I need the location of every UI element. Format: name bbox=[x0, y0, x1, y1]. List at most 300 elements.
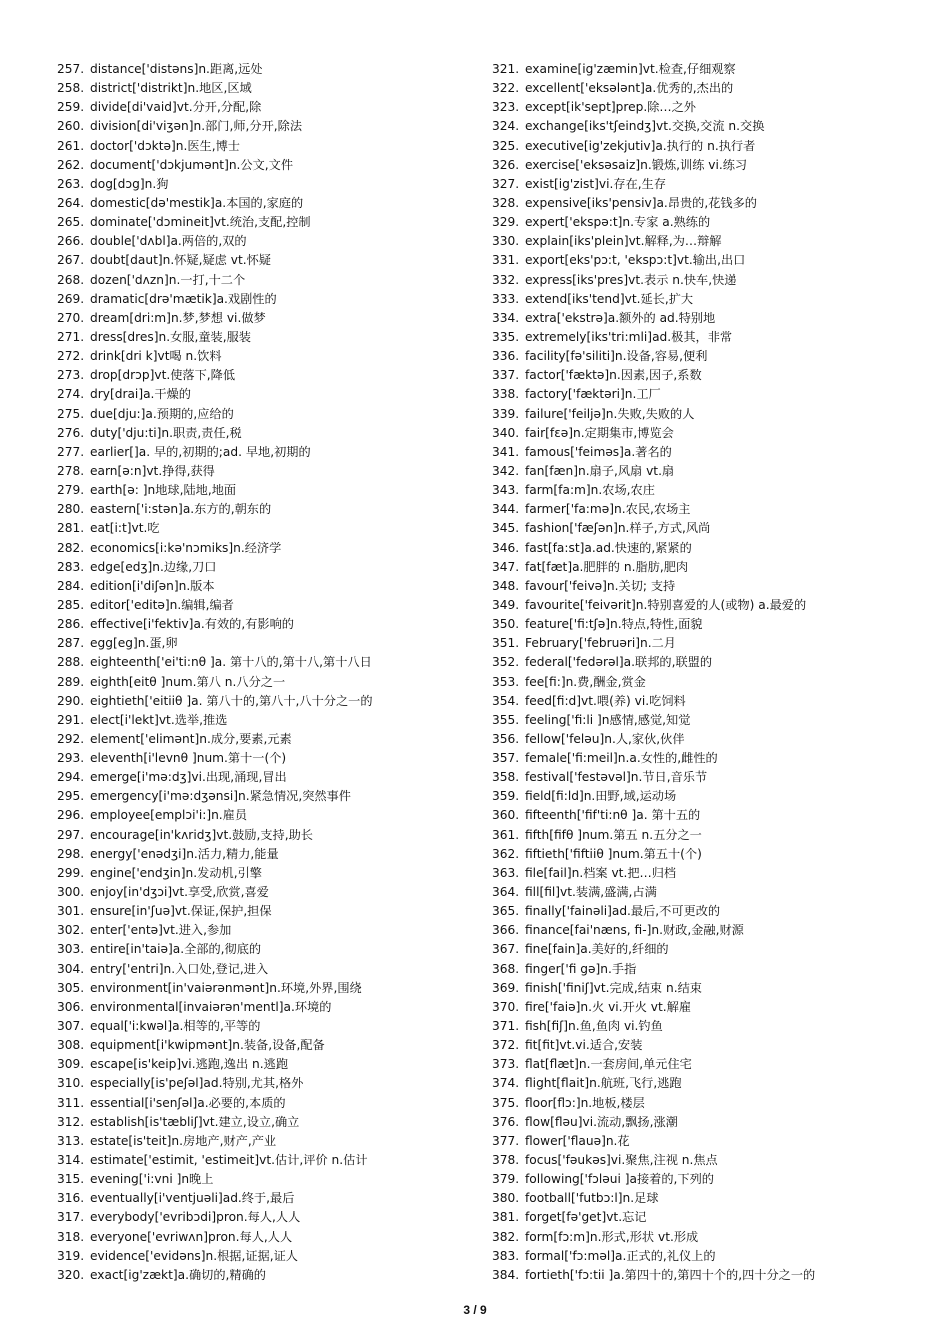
vocab-entry bbox=[57, 902, 477, 921]
entry-text: football['futbɔ:l]n.足球 bbox=[525, 1191, 659, 1206]
vocab-entry bbox=[57, 60, 477, 79]
entry-text: executive[ig'zekjutiv]a.执行的 n.执行者 bbox=[525, 138, 756, 153]
entry-text: eighteenth['ei'ti:nθ ]a. 第十八的,第十八,第十八日 bbox=[90, 655, 372, 670]
entry-number: 276. bbox=[57, 425, 85, 440]
vocab-entry bbox=[57, 596, 477, 615]
entry-text: double['dʌbl]a.两倍的,双的 bbox=[90, 234, 247, 249]
entry-text: equipment[i'kwipmənt]n.装备,设备,配备 bbox=[90, 1038, 325, 1053]
entry-text: following['fɔləui ]a接着的,下列的 bbox=[525, 1172, 714, 1187]
entry-text: failure['feiljə]n.失败,失败的人 bbox=[525, 406, 695, 421]
entry-text: doubt[daut]n.怀疑,疑虑 vt.怀疑 bbox=[90, 253, 271, 268]
vocab-entry bbox=[57, 98, 477, 117]
entry-number: 327. bbox=[492, 176, 520, 191]
entry-number: 354. bbox=[492, 693, 520, 708]
entry-text: employee[emplɔi'i:]n.雇员 bbox=[90, 808, 248, 823]
vocab-entry bbox=[492, 462, 932, 481]
entry-text: enter['entə]vt.进入,参加 bbox=[90, 923, 232, 938]
entry-text: farmer['fa:mə]n.农民,农场主 bbox=[525, 502, 691, 517]
entry-number: 372. bbox=[492, 1038, 520, 1053]
vocab-entry bbox=[492, 60, 932, 79]
entry-text: field[fi:ld]n.田野,域,运动场 bbox=[525, 789, 677, 804]
vocab-entry bbox=[492, 940, 932, 959]
entry-number: 280. bbox=[57, 502, 85, 517]
entry-number: 313. bbox=[57, 1133, 85, 1148]
entry-number: 345. bbox=[492, 521, 520, 536]
entry-text: famous['feiməs]a.著名的 bbox=[525, 444, 672, 459]
vocab-entry bbox=[492, 730, 932, 749]
entry-text: dominate['dɔmineit]vt.统治,支配,控制 bbox=[90, 215, 311, 230]
entry-text: division[di'viʒən]n.部门,师,分开,除法 bbox=[90, 119, 303, 134]
entry-number: 328. bbox=[492, 195, 520, 210]
vocab-entry bbox=[492, 883, 932, 902]
entry-text: eastern['i:stən]a.东方的,朝东的 bbox=[90, 502, 272, 517]
vocab-entry bbox=[492, 1170, 932, 1189]
entry-number: 267. bbox=[57, 253, 85, 268]
entry-number: 322. bbox=[492, 81, 520, 96]
entry-text: extend[iks'tend]vt.延长,扩大 bbox=[525, 291, 694, 306]
entry-number: 308. bbox=[57, 1038, 85, 1053]
entry-number: 311. bbox=[57, 1095, 85, 1110]
entry-number: 324. bbox=[492, 119, 520, 134]
right-column bbox=[492, 60, 932, 1285]
entry-text: feature['fi:tʃə]n.特点,特性,面貌 bbox=[525, 617, 703, 632]
entry-text: facility[fə'siliti]n.设备,容易,便利 bbox=[525, 349, 708, 364]
vocab-entry bbox=[57, 539, 477, 558]
entry-text: exchange[iks'tʃeindʒ]vt.交换,交流 n.交换 bbox=[525, 119, 765, 134]
entry-text: eightieth['eitiiθ ]a. 第八十的,第八十,八十分之一的 bbox=[90, 693, 373, 708]
vocab-entry bbox=[492, 137, 932, 156]
entry-number: 259. bbox=[57, 100, 85, 115]
vocab-entry bbox=[57, 1208, 477, 1227]
vocab-entry bbox=[57, 443, 477, 462]
entry-number: 351. bbox=[492, 636, 520, 651]
entry-text: economics[i:kə'nɔmiks]n.经济学 bbox=[90, 540, 282, 555]
entry-text: energy['enədʒi]n.活力,精力,能量 bbox=[90, 846, 279, 861]
entry-number: 342. bbox=[492, 463, 520, 478]
entry-text: especially[is'peʃəl]ad.特别,尤其,格外 bbox=[90, 1076, 304, 1091]
entry-text: formal['fɔ:məl]a.正式的,礼仪上的 bbox=[525, 1248, 716, 1263]
entry-text: feed[fi:d]vt.喂(养) vi.吃饲料 bbox=[525, 693, 686, 708]
entry-text: federal['fedərəl]a.联邦的,联盟的 bbox=[525, 655, 713, 670]
entry-number: 320. bbox=[57, 1267, 85, 1282]
vocab-entry bbox=[492, 960, 932, 979]
entry-text: finish['finiʃ]vt.完成,结束 n.结束 bbox=[525, 980, 702, 995]
entry-text: fan[fæn]n.扇子,风扇 vt.扇 bbox=[525, 463, 675, 478]
entry-text: evening['i:vni ]n晚上 bbox=[90, 1172, 214, 1187]
vocab-entry bbox=[57, 213, 477, 232]
vocab-entry bbox=[57, 79, 477, 98]
entry-number: 383. bbox=[492, 1248, 520, 1263]
entry-number: 268. bbox=[57, 272, 85, 287]
vocab-entry bbox=[57, 883, 477, 902]
entry-number: 271. bbox=[57, 329, 85, 344]
vocab-entry bbox=[492, 806, 932, 825]
entry-text: duty['dju:ti]n.职责,责任,税 bbox=[90, 425, 242, 440]
entry-text: fish[fiʃ]n.鱼,鱼肉 vi.钓鱼 bbox=[525, 1019, 663, 1034]
entry-text: dozen['dʌzn]n.一打,十二个 bbox=[90, 272, 246, 287]
vocab-entry bbox=[57, 577, 477, 596]
entry-number: 350. bbox=[492, 617, 520, 632]
entry-number: 306. bbox=[57, 999, 85, 1014]
entry-text: divide[di'vaid]vt.分开,分配,除 bbox=[90, 100, 262, 115]
vocab-entry bbox=[57, 1094, 477, 1113]
entry-number: 299. bbox=[57, 865, 85, 880]
entry-number: 340. bbox=[492, 425, 520, 440]
entry-text: extremely[iks'tri:mli]ad.极其，非常 bbox=[525, 329, 733, 344]
entry-text: eat[i:t]vt.吃 bbox=[90, 521, 160, 536]
entry-text: fast[fa:st]a.ad.快速的,紧紧的 bbox=[525, 540, 692, 555]
entry-number: 380. bbox=[492, 1191, 520, 1206]
entry-text: everyone['evriwʌn]pron.每人,人人 bbox=[90, 1229, 293, 1244]
entry-number: 348. bbox=[492, 578, 520, 593]
vocab-entry bbox=[492, 156, 932, 175]
vocab-entry bbox=[57, 845, 477, 864]
entry-text: emergency[i'mə:dʒənsi]n.紧急情况,突然事件 bbox=[90, 789, 351, 804]
entry-text: doctor['dɔktə]n.医生,博士 bbox=[90, 138, 240, 153]
vocab-entry bbox=[57, 424, 477, 443]
entry-text: entire[in'taiə]a.全部的,彻底的 bbox=[90, 942, 262, 957]
entry-text: explain[iks'plein]vt.解释,为…辩解 bbox=[525, 234, 722, 249]
vocab-entry bbox=[492, 117, 932, 136]
vocab-entry bbox=[492, 1094, 932, 1113]
vocab-entry bbox=[492, 596, 932, 615]
entry-number: 305. bbox=[57, 980, 85, 995]
vocab-entry bbox=[492, 1113, 932, 1132]
vocab-entry bbox=[57, 749, 477, 768]
entry-text: estimate['estimit, 'estimeit]vt.估计,评价 n.估计 bbox=[90, 1153, 368, 1168]
vocab-entry bbox=[492, 405, 932, 424]
vocab-entry bbox=[57, 1228, 477, 1247]
entry-text: favour['feivə]n.关切; 支持 bbox=[525, 578, 676, 593]
entry-text: distance['distəns]n.距离,远处 bbox=[90, 62, 263, 76]
vocab-entry bbox=[57, 711, 477, 730]
entry-number: 260. bbox=[57, 119, 85, 134]
vocab-entry bbox=[57, 960, 477, 979]
entry-text: environment[in'vaiərənmənt]n.环境,外界,围绕 bbox=[90, 980, 362, 995]
vocab-entry bbox=[57, 1266, 477, 1285]
entry-number: 309. bbox=[57, 1057, 85, 1072]
entry-text: February['februəri]n.二月 bbox=[525, 636, 676, 651]
entry-text: flight[flait]n.航班,飞行,逃跑 bbox=[525, 1076, 682, 1091]
entry-number: 335. bbox=[492, 329, 520, 344]
entry-text: fortieth['fɔ:tii ]a.第四十的,第四十个的,四十分之一的 bbox=[525, 1267, 816, 1282]
entry-number: 379. bbox=[492, 1172, 520, 1187]
entry-number: 295. bbox=[57, 789, 85, 804]
vocab-entry bbox=[57, 921, 477, 940]
vocab-entry bbox=[492, 1132, 932, 1151]
entry-number: 258. bbox=[57, 81, 85, 96]
entry-number: 336. bbox=[492, 349, 520, 364]
vocab-entry bbox=[492, 845, 932, 864]
vocab-entry bbox=[492, 328, 932, 347]
vocab-entry bbox=[57, 117, 477, 136]
entry-number: 370. bbox=[492, 999, 520, 1014]
vocab-entry bbox=[492, 519, 932, 538]
entry-text: essential[i'senʃəl]a.必要的,本质的 bbox=[90, 1095, 286, 1110]
vocab-entry bbox=[492, 271, 932, 290]
entry-number: 357. bbox=[492, 751, 520, 766]
entry-text: festival['festəvəl]n.节日,音乐节 bbox=[525, 770, 708, 785]
entry-text: entry['entri]n.入口处,登记,进入 bbox=[90, 961, 269, 976]
entry-number: 384. bbox=[492, 1267, 520, 1282]
entry-text: encourage[in'kʌridʒ]vt.鼓励,支持,助长 bbox=[90, 827, 313, 842]
entry-text: export[eks'pɔ:t, 'ekspɔ:t]vt.输出,出口 bbox=[525, 253, 746, 268]
entry-text: drop[drɔp]vt.使落下,降低 bbox=[90, 368, 236, 383]
vocab-entry bbox=[57, 194, 477, 213]
entry-number: 358. bbox=[492, 770, 520, 785]
entry-number: 382. bbox=[492, 1229, 520, 1244]
vocab-entry bbox=[57, 1189, 477, 1208]
entry-number: 300. bbox=[57, 885, 85, 900]
vocab-entry bbox=[57, 940, 477, 959]
entry-text: feeling['fi:li ]n感情,感觉,知觉 bbox=[525, 712, 691, 727]
entry-text: fair[fεə]n.定期集市,博览会 bbox=[525, 425, 674, 440]
entry-text: factor['fæktə]n.因素,因子,系数 bbox=[525, 368, 702, 383]
entry-text: equal['i:kwəl]a.相等的,平等的 bbox=[90, 1019, 261, 1034]
vocab-entry bbox=[492, 1074, 932, 1093]
vocab-entry bbox=[492, 979, 932, 998]
entry-number: 283. bbox=[57, 559, 85, 574]
entry-text: excellent['eksələnt]a.优秀的,杰出的 bbox=[525, 81, 734, 96]
vocab-entry bbox=[57, 405, 477, 424]
entry-number: 381. bbox=[492, 1210, 520, 1225]
entry-text: fashion['fæʃən]n.样子,方式,风尚 bbox=[525, 521, 711, 536]
vocab-entry bbox=[492, 577, 932, 596]
entry-number: 286. bbox=[57, 617, 85, 632]
entry-number: 292. bbox=[57, 731, 85, 746]
vocab-entry bbox=[57, 271, 477, 290]
entry-number: 317. bbox=[57, 1210, 85, 1225]
entry-number: 319. bbox=[57, 1248, 85, 1263]
vocab-entry bbox=[492, 1247, 932, 1266]
entry-number: 275. bbox=[57, 406, 85, 421]
entry-number: 257. bbox=[57, 62, 85, 76]
entry-text: express[iks'pres]vt.表示 n.快车,快递 bbox=[525, 272, 737, 287]
entry-text: floor[flɔ:]n.地板,楼层 bbox=[525, 1095, 645, 1110]
vocab-entry bbox=[57, 251, 477, 270]
vocab-entry bbox=[492, 826, 932, 845]
entry-text: eighth[eitθ ]num.第八 n.八分之一 bbox=[90, 674, 286, 689]
entry-number: 344. bbox=[492, 502, 520, 517]
entry-text: examine[ig'zæmin]vt.检查,仔细观察 bbox=[525, 62, 736, 76]
vocab-entry bbox=[492, 1228, 932, 1247]
entry-number: 353. bbox=[492, 674, 520, 689]
vocab-entry bbox=[492, 194, 932, 213]
entry-text: district['distrikt]n.地区,区域 bbox=[90, 81, 252, 96]
entry-number: 346. bbox=[492, 540, 520, 555]
vocab-entry bbox=[492, 692, 932, 711]
entry-text: form[fɔ:m]n.形式,形状 vt.形成 bbox=[525, 1229, 699, 1244]
entry-text: evidence['evidəns]n.根据,证据,证人 bbox=[90, 1248, 298, 1263]
entry-number: 347. bbox=[492, 559, 520, 574]
entry-number: 289. bbox=[57, 674, 85, 689]
entry-text: fill[fil]vt.装满,盛满,占满 bbox=[525, 885, 657, 900]
entry-number: 376. bbox=[492, 1114, 520, 1129]
entry-number: 285. bbox=[57, 597, 85, 612]
entry-number: 263. bbox=[57, 176, 85, 191]
entry-number: 261. bbox=[57, 138, 85, 153]
entry-text: dog[dɔg]n.狗 bbox=[90, 176, 169, 191]
vocab-entry bbox=[492, 1189, 932, 1208]
vocab-entry bbox=[57, 232, 477, 251]
entry-number: 331. bbox=[492, 253, 520, 268]
entry-text: edition[i'diʃən]n.版本 bbox=[90, 578, 215, 593]
entry-text: escape[is'keip]vi.逃跑,逸出 n.逃跑 bbox=[90, 1057, 289, 1072]
vocab-entry bbox=[492, 79, 932, 98]
vocab-entry bbox=[57, 634, 477, 653]
entry-text: expert['ekspə:t]n.专家 a.熟练的 bbox=[525, 215, 711, 230]
entry-number: 291. bbox=[57, 712, 85, 727]
entry-number: 363. bbox=[492, 865, 520, 880]
entry-text: fellow['feləu]n.人,家伙,伙伴 bbox=[525, 731, 685, 746]
vocab-entry bbox=[492, 232, 932, 251]
entry-text: document['dɔkjumənt]n.公文,文件 bbox=[90, 157, 294, 172]
vocab-entry bbox=[57, 1017, 477, 1036]
entry-number: 359. bbox=[492, 789, 520, 804]
entry-text: eleventh[i'levnθ ]num.第十一(个) bbox=[90, 751, 287, 766]
vocab-entry bbox=[57, 692, 477, 711]
entry-text: female['fi:meil]n.a.女性的,雌性的 bbox=[525, 751, 718, 766]
vocab-entry bbox=[492, 749, 932, 768]
vocab-entry bbox=[57, 290, 477, 309]
entry-number: 332. bbox=[492, 272, 520, 287]
vocab-entry bbox=[492, 1266, 932, 1285]
vocab-entry bbox=[57, 328, 477, 347]
entry-text: exist[ig'zist]vi.存在,生存 bbox=[525, 176, 667, 191]
entry-number: 265. bbox=[57, 215, 85, 230]
entry-number: 368. bbox=[492, 961, 520, 976]
entry-text: egg[eg]n.蛋,卵 bbox=[90, 636, 178, 651]
entry-number: 362. bbox=[492, 846, 520, 861]
entry-text: extra['ekstrə]a.额外的 ad.特别地 bbox=[525, 310, 716, 325]
entry-text: emerge[i'mə:dʒ]vi.出现,涌现,冒出 bbox=[90, 770, 287, 785]
vocab-entry bbox=[492, 385, 932, 404]
entry-text: fifteenth['fif'ti:nθ ]a. 第十五的 bbox=[525, 808, 701, 823]
entry-number: 270. bbox=[57, 310, 85, 325]
entry-number: 277. bbox=[57, 444, 85, 459]
entry-number: 329. bbox=[492, 215, 520, 230]
entry-number: 304. bbox=[57, 961, 85, 976]
entry-text: fire['faiə]n.火 vi.开火 vt.解雇 bbox=[525, 999, 692, 1014]
entry-text: establish[is'tæbliʃ]vt.建立,设立,确立 bbox=[90, 1114, 300, 1129]
entry-text: except[ik'sept]prep.除…之外 bbox=[525, 100, 696, 115]
entry-text: exact[ig'zækt]a.确切的,精确的 bbox=[90, 1267, 266, 1282]
entry-text: dream[dri:m]n.梦,梦想 vi.做梦 bbox=[90, 310, 266, 325]
vocab-entry bbox=[492, 251, 932, 270]
vocab-entry bbox=[492, 1151, 932, 1170]
entry-number: 375. bbox=[492, 1095, 520, 1110]
entry-text: editor['editə]n.编辑,编者 bbox=[90, 597, 234, 612]
entry-number: 325. bbox=[492, 138, 520, 153]
vocab-entry bbox=[57, 979, 477, 998]
vocab-entry bbox=[57, 787, 477, 806]
vocab-entry bbox=[57, 156, 477, 175]
entry-number: 266. bbox=[57, 234, 85, 249]
entry-text: finger['fi gə]n.手指 bbox=[525, 961, 637, 976]
entry-number: 333. bbox=[492, 291, 520, 306]
vocab-entry bbox=[57, 481, 477, 500]
entry-number: 323. bbox=[492, 100, 520, 115]
vocab-entry bbox=[492, 443, 932, 462]
entry-text: environmental[invaiərən'mentl]a.环境的 bbox=[90, 999, 332, 1014]
entry-number: 312. bbox=[57, 1114, 85, 1129]
entry-number: 352. bbox=[492, 655, 520, 670]
vocab-entry bbox=[57, 826, 477, 845]
vocab-entry bbox=[57, 673, 477, 692]
entry-number: 337. bbox=[492, 368, 520, 383]
entry-text: finally['fainəli]ad.最后,不可更改的 bbox=[525, 904, 721, 919]
entry-number: 282. bbox=[57, 540, 85, 555]
vocab-entry bbox=[57, 1247, 477, 1266]
entry-number: 264. bbox=[57, 195, 85, 210]
entry-number: 284. bbox=[57, 578, 85, 593]
vocab-entry bbox=[492, 711, 932, 730]
vocab-entry bbox=[492, 558, 932, 577]
vocab-entry bbox=[492, 98, 932, 117]
vocab-entry bbox=[492, 309, 932, 328]
entry-number: 321. bbox=[492, 62, 520, 76]
entry-number: 297. bbox=[57, 827, 85, 842]
entry-text: due[dju:]a.预期的,应给的 bbox=[90, 406, 234, 421]
entry-text: drink[dri k]vt喝 n.饮料 bbox=[90, 349, 222, 364]
entry-number: 302. bbox=[57, 923, 85, 938]
vocab-entry bbox=[492, 500, 932, 519]
entry-number: 290. bbox=[57, 693, 85, 708]
entry-number: 341. bbox=[492, 444, 520, 459]
entry-number: 301. bbox=[57, 904, 85, 919]
entry-number: 293. bbox=[57, 751, 85, 766]
vocab-entry bbox=[57, 309, 477, 328]
vocab-entry bbox=[492, 1017, 932, 1036]
entry-number: 269. bbox=[57, 291, 85, 306]
vocab-entry bbox=[492, 1036, 932, 1055]
entry-text: expensive[iks'pensiv]a.昂贵的,花钱多的 bbox=[525, 195, 757, 210]
entry-number: 374. bbox=[492, 1076, 520, 1091]
entry-number: 314. bbox=[57, 1153, 85, 1168]
vocab-entry bbox=[57, 730, 477, 749]
entry-text: fit[fit]vt.vi.适合,安装 bbox=[525, 1038, 643, 1053]
entry-text: engine['endʒin]n.发动机,引擎 bbox=[90, 865, 262, 880]
entry-number: 343. bbox=[492, 483, 520, 498]
vocab-entry bbox=[57, 806, 477, 825]
vocab-entry bbox=[492, 347, 932, 366]
vocab-entry bbox=[57, 864, 477, 883]
vocab-entry bbox=[57, 1055, 477, 1074]
entry-number: 272. bbox=[57, 349, 85, 364]
entry-number: 315. bbox=[57, 1172, 85, 1187]
vocab-entry bbox=[492, 366, 932, 385]
entry-text: eventually[i'ventjuəli]ad.终于,最后 bbox=[90, 1191, 295, 1206]
vocab-entry bbox=[492, 213, 932, 232]
entry-number: 303. bbox=[57, 942, 85, 957]
entry-text: elect[i'lekt]vt.选举,推选 bbox=[90, 712, 228, 727]
entry-text: flow[fləu]vi.流动,飘扬,涨潮 bbox=[525, 1114, 678, 1129]
entry-text: earth[ə: ]n地球,陆地,地面 bbox=[90, 483, 237, 498]
vocab-entry bbox=[57, 366, 477, 385]
entry-number: 307. bbox=[57, 1019, 85, 1034]
vocab-entry bbox=[57, 519, 477, 538]
entry-number: 298. bbox=[57, 846, 85, 861]
entry-number: 365. bbox=[492, 904, 520, 919]
entry-text: element['elimənt]n.成分,要素,元素 bbox=[90, 731, 292, 746]
entry-number: 278. bbox=[57, 463, 85, 478]
vocab-entry bbox=[57, 1036, 477, 1055]
entry-text: factory['fæktəri]n.工厂 bbox=[525, 387, 661, 402]
vocab-entry bbox=[492, 1208, 932, 1227]
entry-number: 355. bbox=[492, 712, 520, 727]
entry-text: forget[fə'get]vt.忘记 bbox=[525, 1210, 647, 1225]
vocab-entry bbox=[492, 921, 932, 940]
